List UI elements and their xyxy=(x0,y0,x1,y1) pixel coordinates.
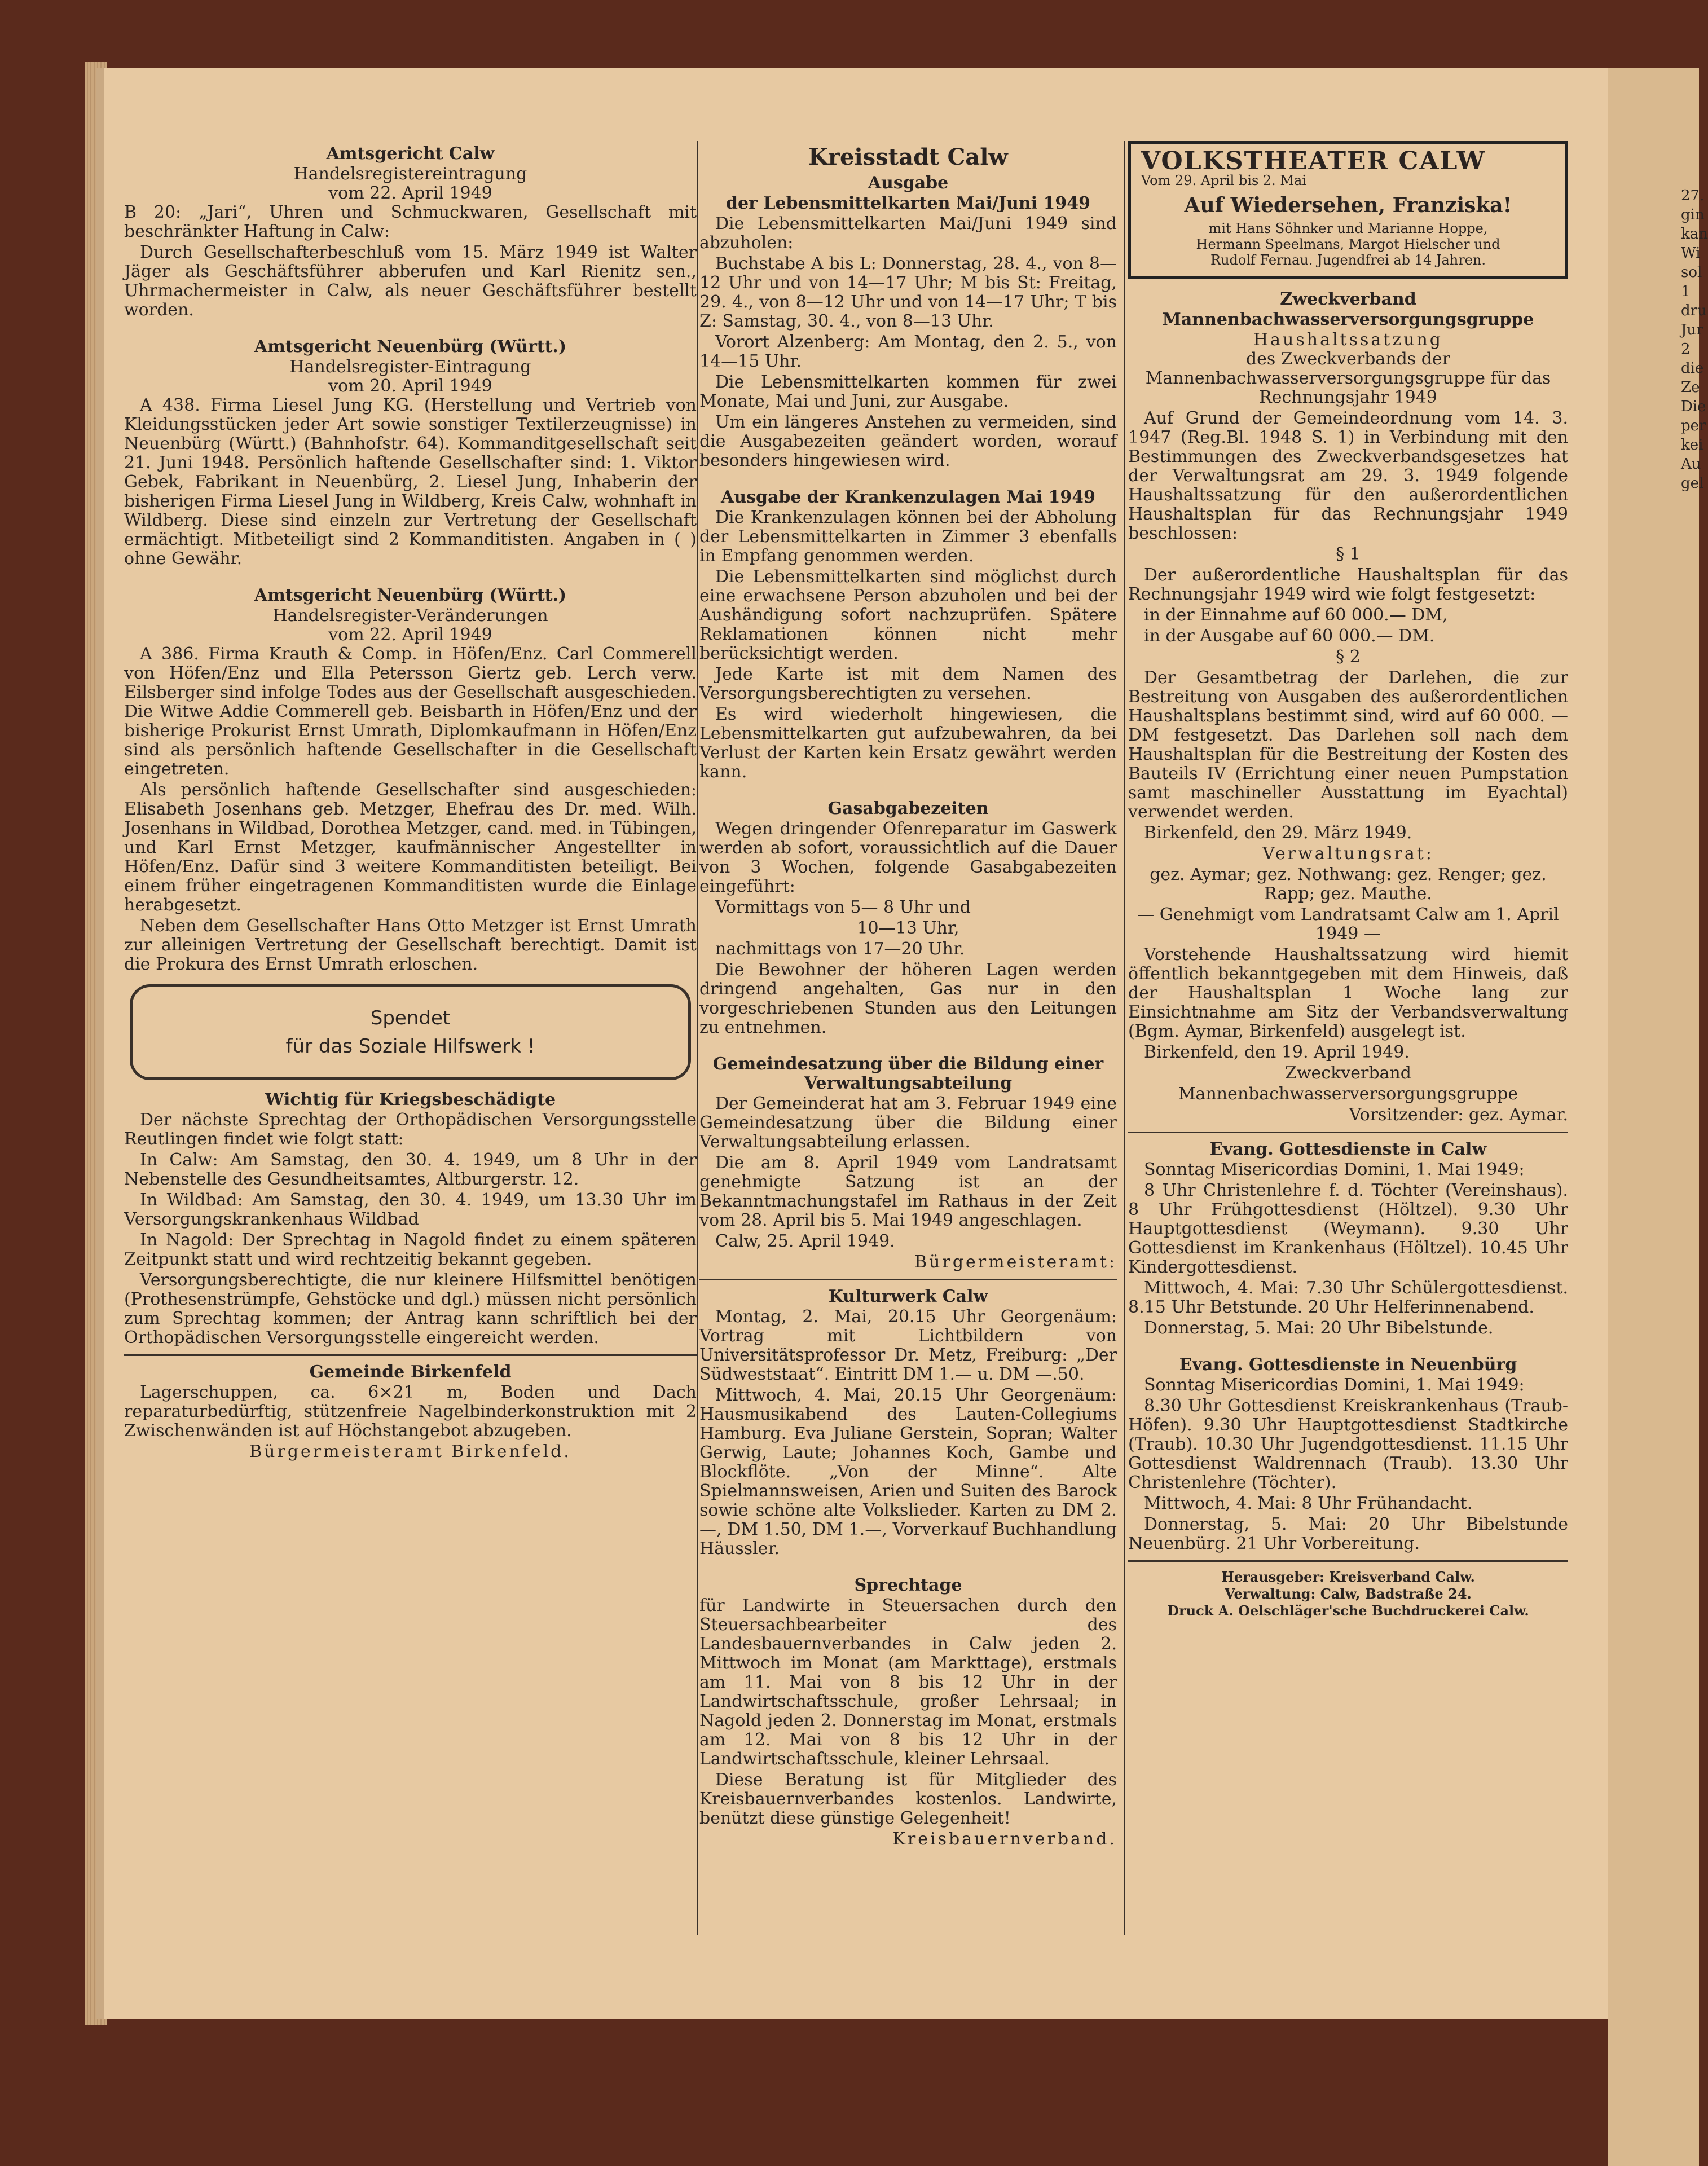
divider xyxy=(1128,1132,1568,1133)
heading: Evang. Gottesdienste in Calw xyxy=(1209,1139,1487,1159)
column-middle xyxy=(699,141,1117,1851)
divider xyxy=(124,1354,697,1356)
heading: Mannenbachwasserversorgungsgruppe xyxy=(1162,310,1534,329)
paragraph: Die Krankenzulagen können bei der Abholung der Lebensmittelkarten in Zimmer 3 ebenfalls in Empfang genommen werden. xyxy=(699,508,1117,566)
paragraph: Der Gesamtbetrag der Darlehen, die zur Bestreitung von Ausgaben des außerordentlichen Haushaltsplans bestimmt sind, wird auf 60 000. —DM festgesetzt. Das Darlehen soll nach dem Haushaltsplan für die Bestreitung der Kosten des Bauteils IV (Errichtung einer neuen Pumpstation samt maschineller Ausstattung im Eyachtal) verwendet werden. xyxy=(1128,668,1568,822)
paragraph: Mittwoch, 4. Mai: 7.30 Uhr Schülergottesdienst. 8.15 Uhr Betstunde. 20 Uhr Helferinnenabend. xyxy=(1128,1278,1568,1317)
paragraph: Die Lebensmittelkarten Mai/Juni 1949 sind abzuholen: xyxy=(699,214,1117,253)
subheading: vom 20. April 1949 xyxy=(328,376,492,396)
column-right xyxy=(1128,141,1568,1619)
paragraph: Wegen dringender Ofenreparatur im Gaswerk werden ab sofort, voraussichtlich auf die Dauer von 3 Wochen, folgende Gasabgabezeiten eingeführt: xyxy=(699,819,1117,896)
paragraph: Lagerschuppen, ca. 6×21 m, Boden und Dach reparaturbedürftig, stützenfreie Nagelbinderkonstruktion mit 2 Zwischenwänden ist auf Höchstangebot abzugeben. xyxy=(124,1383,697,1441)
column-left xyxy=(124,141,697,1463)
imprint-line: Druck A. Oelschläger'sche Buchdruckerei Calw. xyxy=(1167,1603,1529,1619)
fragment: gel xyxy=(1681,475,1704,492)
schedule-line: 10—13 Uhr, xyxy=(857,918,959,938)
heading: Wichtig für Kriegsbeschädigte xyxy=(265,1090,556,1110)
paragraph: Um ein längeres Anstehen zu vermeiden, sind die Ausgabezeiten geändert worden, worauf besonders hingewiesen wird. xyxy=(699,412,1117,470)
amount-row: in der Einnahme auf 60 000.— DM, xyxy=(1144,605,1448,625)
column-divider-2 xyxy=(1124,141,1125,1935)
heading: Zweckverband xyxy=(1280,289,1416,309)
paragraph: Birkenfeld, den 19. April 1949. xyxy=(1144,1042,1410,1062)
paragraph: Montag, 2. Mai, 20.15 Uhr Georgenäum: Vortrag mit Lichtbildern von Universitätsprofessor Dr. Metz, Freiburg: „Der Südweststaat“. Eintritt DM 1.— u. DM —.50. xyxy=(699,1307,1117,1384)
fragment: kan xyxy=(1681,226,1708,243)
ad-film-title: Auf Wiedersehen, Franziska! xyxy=(1184,193,1512,217)
ad-cast: Rudolf Fernau. Jugendfrei ab 14 Jahren. xyxy=(1210,252,1486,268)
paragraph: Calw, 25. April 1949. xyxy=(715,1231,895,1251)
signature: Bürgermeisteramt: xyxy=(914,1252,1117,1272)
signature: Vorsitzender: gez. Aymar. xyxy=(1349,1105,1568,1125)
paragraph: Mannenbachwasserversorgungsgruppe xyxy=(1178,1084,1518,1104)
schedule-line: Vormittags von 5— 8 Uhr und xyxy=(715,897,971,917)
paragraph: Sonntag Misericordias Domini, 1. Mai 1949: xyxy=(1144,1375,1525,1395)
paragraph: Der nächste Sprechtag der Orthopädischen Versorgungsstelle Reutlingen findet wie folgt statt: xyxy=(124,1110,697,1149)
paragraph: Birkenfeld, den 29. März 1949. xyxy=(1144,823,1412,843)
paragraph: Neben dem Gesellschafter Hans Otto Metzger ist Ernst Umrath zur alleinigen Vertretung der Gesellschaft berechtigt. Damit ist die Prokura des Ernst Umrath erloschen. xyxy=(124,916,697,974)
fragment: Die xyxy=(1681,398,1706,415)
divider xyxy=(1128,1560,1568,1562)
paragraph: Durch Gesellschafterbeschluß vom 15. März 1949 ist Walter Jäger als Geschäftsführer abberufen und Karl Rienitz sen., Uhrmachermeister in Calw, als neuer Geschäftsführer bestellt worden. xyxy=(124,243,697,320)
fragment: per xyxy=(1681,417,1706,434)
paragraph: Donnerstag, 5. Mai: 20 Uhr Bibelstunde Neuenbürg. 21 Uhr Vorbereitung. xyxy=(1128,1515,1568,1553)
paragraph: für Landwirte in Steuersachen durch den Steuersachbearbeiter des Landesbauernverbandes in Calw jeden 2. Mittwoch im Monat (am Markttage), erstmals am 11. Mai von 8 bis 12 Uhr in der Landwirtschaftsschule, großer Lehrsaal; in Nagold jeden 2. Donnerstag im Monat, erstmals am 12. Mai von 8 bis 12 Uhr in der Landwirtschaftsschule, kleiner Lehrsaal. xyxy=(699,1596,1117,1769)
fragment: kei xyxy=(1681,437,1703,454)
ad-cast: mit Hans Söhnker und Marianne Hoppe, xyxy=(1208,221,1488,236)
fragment: 1 xyxy=(1681,283,1691,300)
paragraph: Die Lebensmittelkarten kommen für zwei Monate, Mai und Juni, zur Ausgabe. xyxy=(699,372,1117,411)
subheading: der Lebensmittelkarten Mai/Juni 1949 xyxy=(726,193,1090,213)
paragraph: Mittwoch, 4. Mai: 8 Uhr Frühandacht. xyxy=(1144,1494,1473,1513)
paragraph: In Wildbad: Am Samstag, den 30. 4. 1949, um 13.30 Uhr im Versorgungskrankenhaus Wildbad xyxy=(124,1190,697,1229)
paragraph: Auf Grund der Gemeindeordnung vom 14. 3. 1947 (Reg.Bl. 1948 S. 1) in Verbindung mit den Bestimmungen des Zweckverbandsgesetzes hat der Verwaltungsrat am 29. 3. 1949 folgende Haushaltssatzung für den außerordentlichen Haushaltsplan für das Rechnungsjahr 1949 beschlossen: xyxy=(1128,408,1568,543)
paragraph: Jede Karte ist mit dem Namen des Versorgungsberechtigten zu versehen. xyxy=(699,664,1117,703)
heading: Amtsgericht Neuenbürg (Württ.) xyxy=(254,337,567,356)
subheading: Handelsregister-Veränderungen xyxy=(272,606,548,626)
paragraph: — Genehmigt vom Landratsamt Calw am 1. April 1949 — xyxy=(1137,905,1559,944)
paragraph: Donnerstag, 5. Mai: 20 Uhr Bibelstunde. xyxy=(1144,1318,1494,1338)
paragraph: Sonntag Misericordias Domini, 1. Mai 1949: xyxy=(1144,1160,1525,1179)
imprint xyxy=(1128,1569,1568,1619)
heading: Kulturwerk Calw xyxy=(828,1287,988,1306)
paragraph: gez. Aymar; gez. Nothwang: gez. Renger; gez. Rapp; gez. Mauthe. xyxy=(1150,865,1547,904)
paragraph-mark: § 2 xyxy=(1336,647,1361,667)
paragraph: Die Bewohner der höheren Lagen werden dringend angehalten, Gas nur in den vorgeschriebenen Stunden aus den Leitungen zu entnehmen. xyxy=(699,960,1117,1037)
ad-title: VOLKSTHEATER CALW xyxy=(1141,147,1486,175)
masthead: Kreisstadt Calw xyxy=(808,144,1008,170)
paragraph: Der außerordentliche Haushaltsplan für das Rechnungsjahr 1949 wird wie folgt festgesetzt: xyxy=(1128,565,1568,604)
next-page-text-fragments xyxy=(1681,186,1708,493)
imprint-line: Herausgeber: Kreisverband Calw. xyxy=(1221,1569,1475,1585)
heading: Gasabgabezeiten xyxy=(827,799,989,818)
fragment: 2 xyxy=(1681,341,1691,358)
paragraph: A 438. Firma Liesel Jung KG. (Herstellung und Vertrieb von Kleidungsstücken jeder Art sowie sonstiger Textilerzeugnisse) in Neuenbürg (Württ.) (Bahnhofstr. 64). Kommanditgesellschaft seit 21. Juni 1948. Persönlich haftende Gesellschafter sind: 1. Viktor Gebek, Fabrikant in Neuenbürg, 2. Liesel Jung, Inhaberin der bisherigen Firma Liesel Jung in Wildberg, Kreis Calw, wohnhaft in Wildberg. Diese sind einzeln zur Vertretung der Gesellschaft ermächtigt. Mitbeteiligt sind 2 Kommanditisten. Angaben in ( ) ohne Gewähr. xyxy=(124,395,697,569)
divider xyxy=(699,1279,1117,1280)
fragment: dru xyxy=(1681,302,1707,319)
box-line: für das Soziale Hilfswerk ! xyxy=(285,1035,535,1058)
paragraph: In Calw: Am Samstag, den 30. 4. 1949, um 8 Uhr in der Nebenstelle des Gesundheitsamtes, Altburgerstr. 12. xyxy=(124,1150,697,1189)
paragraph: Diese Beratung ist für Mitglieder des Kreisbauernverbandes kostenlos. Landwirte, benützt diese günstige Gelegenheit! xyxy=(699,1770,1117,1828)
heading: Amtsgericht Neuenbürg (Württ.) xyxy=(254,585,567,605)
fragment: Wi xyxy=(1681,245,1701,262)
heading: Ausgabe der Krankenzulagen Mai 1949 xyxy=(720,487,1095,507)
paragraph-mark: § 1 xyxy=(1336,544,1361,564)
heading: Sprechtage xyxy=(854,1575,962,1595)
signature: Kreisbauernverband. xyxy=(892,1829,1117,1849)
paragraph: Vorort Alzenberg: Am Montag, den 2. 5., von 14—15 Uhr. xyxy=(699,332,1117,371)
fragment: sol xyxy=(1681,264,1702,281)
paragraph: Die am 8. April 1949 vom Landratsamt genehmigte Satzung ist an der Bekanntmachungstafel im Rathaus in der Zeit vom 28. April bis 5. Mai 1949 angeschlagen. xyxy=(699,1153,1117,1230)
paragraph: Als persönlich haftende Gesellschafter sind ausgeschieden: Elisabeth Josenhans geb. Metzger, Ehefrau des Dr. med. Wilh. Josenhans in Wildbad, Dorothea Metzger, cand. med. in Tübingen, und Karl Ernst Metzger, kaufmännischer Angestellter in Höfen/Enz. Dafür sind 3 weitere Kommanditisten beteiligt. Bei einem früher eingetragenen Kommanditisten wurde die Einlage herabgesetzt. xyxy=(124,780,697,915)
paragraph: B 20: „Jari“, Uhren und Schmuckwaren, Gesellschaft mit beschränkter Haftung in Calw: xyxy=(124,202,697,241)
column-divider-1 xyxy=(697,141,698,1935)
fragment: gin xyxy=(1681,206,1705,223)
heading: Evang. Gottesdienste in Neuenbürg xyxy=(1179,1355,1517,1375)
paragraph: Buchstabe A bis L: Donnerstag, 28. 4., von 8—12 Uhr und von 14—17 Uhr; M bis St: Freitag, 29. 4., von 8—12 Uhr und von 14—17 Uhr; T bis Z: Samstag, 30. 4., von 8—13 Uhr. xyxy=(699,254,1117,331)
fragment: Jur xyxy=(1681,322,1703,338)
schedule-line: nachmittags von 17—20 Uhr. xyxy=(715,939,965,959)
paragraph: Es wird wiederholt hingewiesen, die Lebensmittelkarten gut aufzubewahren, da bei Verlust der Karten kein Ersatz gewährt werden kann. xyxy=(699,705,1117,782)
fragment: die xyxy=(1681,360,1704,377)
paragraph: In Nagold: Der Sprechtag in Nagold findet zu einem späteren Zeitpunkt statt und wird rechtzeitig bekannt gegeben. xyxy=(124,1230,697,1269)
imprint-line: Verwaltung: Calw, Badstraße 24. xyxy=(1225,1586,1472,1602)
subheading: vom 22. April 1949 xyxy=(328,183,492,203)
heading: Amtsgericht Calw xyxy=(326,144,495,164)
fragment: Au xyxy=(1681,456,1701,473)
paragraph: Versorgungsberechtigte, die nur kleinere Hilfsmittel benötigen (Prothesenstrümpfe, Gehstöcke und dgl.) müssen nicht persönlich zum Sprechtag kommen; der Antrag kann schriftlich bei der Orthopädischen Versorgungsstelle eingereicht werden. xyxy=(124,1270,697,1348)
subheading: Handelsregister-Eintragung xyxy=(289,357,531,377)
volkstheater-ad xyxy=(1128,141,1568,279)
paragraph: Die Lebensmittelkarten sind möglichst durch eine erwachsene Person abzuholen und bei der Aushändigung sofort nachzuprüfen. Spätere Reklamationen können nicht mehr berücksichtigt werden. xyxy=(699,567,1117,663)
amount-row: in der Ausgabe auf 60 000.— DM. xyxy=(1144,626,1435,646)
paragraph: Vorstehende Haushaltssatzung wird hiemit öffentlich bekanntgegeben mit dem Hinweis, daß der Haushaltsplan 1 Woche lang zur Einsichtnahme am Sitz der Verbandsverwaltung (Bgm. Aymar, Birkenfeld) ausgelegt ist. xyxy=(1128,945,1568,1041)
fragment: 27. xyxy=(1681,187,1705,204)
signature: Bürgermeisteramt Birkenfeld. xyxy=(249,1442,571,1461)
paragraph: des Zweckverbands der Mannenbachwasserversorgungsgruppe für das Rechnungsjahr 1949 xyxy=(1145,349,1551,407)
paragraph: Mittwoch, 4. Mai, 20.15 Uhr Georgenäum: Hausmusikabend des Lauten-Collegiums Hamburg. Eva Juliane Gerstein, Sopran; Walter Gerwig, Laute; Johannes Koch, Gambe und Blockflöte. „Von der Minne“. Alte Spielmannsweisen, Arien und Suiten des Barock sowie schöne alte Volkslieder. Karten zu DM 2.—, DM 1.50, DM 1.—, Vorverkauf Buchhandlung Häussler. xyxy=(699,1385,1117,1559)
subheading: Haushaltssatzung xyxy=(1253,330,1443,350)
heading: Gemeinde Birkenfeld xyxy=(309,1362,512,1382)
soziale-hilfswerk-box xyxy=(130,984,691,1080)
paragraph: Der Gemeinderat hat am 3. Februar 1949 eine Gemeindesatzung über die Bildung einer Verwaltungsabteilung erlassen. xyxy=(699,1094,1117,1152)
ad-dates: Vom 29. April bis 2. Mai xyxy=(1141,173,1306,188)
subheading: vom 22. April 1949 xyxy=(328,625,492,645)
subheading: Handelsregistereintragung xyxy=(293,164,527,184)
paragraph: Zweckverband xyxy=(1285,1063,1411,1083)
heading: Ausgabe xyxy=(868,173,949,193)
ad-cast: Hermann Speelmans, Margot Hielscher und xyxy=(1196,236,1500,252)
heading: Gemeindesatzung über die Bildung einer Verwaltungsabteilung xyxy=(712,1054,1104,1093)
paragraph: A 386. Firma Krauth & Comp. in Höfen/Enz. Carl Commerell von Höfen/Enz und Ella Petersson Giertz geb. Lerch verw. Eilsberger sind infolge Todes aus der Gesellschaft ausgeschieden. Die Witwe Addie Commerell geb. Beisbarth in Höfen/Enz und der bisherige Prokurist Ernst Umrath, Diplomkaufmann in Höfen/Enz sind als persönlich haftende Gesellschafter in die Gesellschaft eingetreten. xyxy=(124,644,697,779)
paragraph: Verwaltungsrat: xyxy=(1262,844,1434,864)
fragment: Ze xyxy=(1681,379,1700,396)
paragraph: 8 Uhr Christenlehre f. d. Töchter (Vereinshaus). 8 Uhr Frühgottesdienst (Höltzel). 9.30 Uhr Hauptgottesdienst (Weymann). 9.30 Uhr Gottesdienst im Krankenhaus (Höltzel). 10.45 Uhr Kindergottesdienst. xyxy=(1128,1181,1568,1277)
paragraph: 8.30 Uhr Gottesdienst Kreiskrankenhaus (Traub-Höfen). 9.30 Uhr Hauptgottesdienst Stadtkirche (Traub). 10.30 Uhr Jugendgottesdienst. 11.15 Uhr Gottesdienst Waldrennach (Traub). 13.30 Uhr Christenlehre (Töchter). xyxy=(1128,1396,1568,1493)
box-line: Spendet xyxy=(370,1007,451,1029)
